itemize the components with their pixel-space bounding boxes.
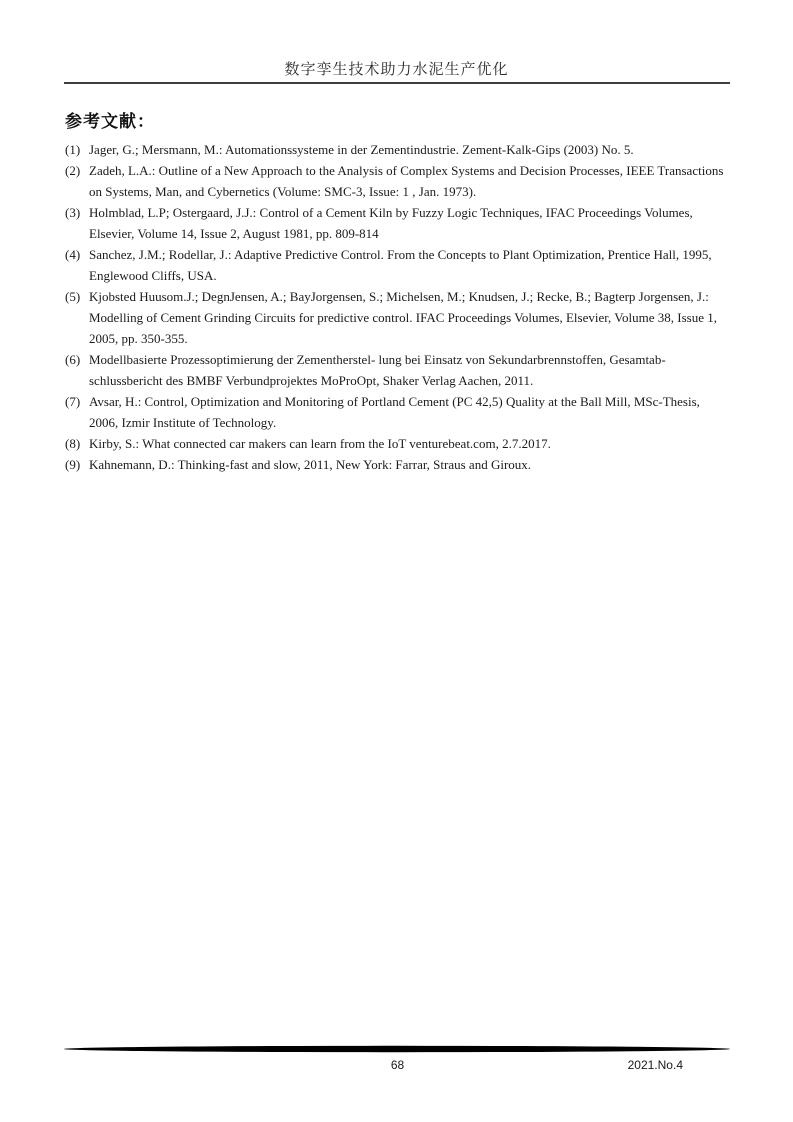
section-heading-references: 参考文献： xyxy=(65,112,155,131)
reference-item xyxy=(65,349,730,391)
reference-text: Holmblad, L.P; Ostergaard, J.J.: Control of a Cement Kiln by Fuzzy Logic Techniques, IFAC Proceedings Volumes, Elsevier, Volume 14, Issue 2, August 1981, pp. 809-814 xyxy=(89,205,693,241)
reference-number: (6) xyxy=(65,352,81,367)
reference-text: Kjobsted Huusom.J.; DegnJensen, A.; BayJorgensen, S.; Michelsen, M.; Knudsen, J.; Recke, B.; Bagterp Jorgensen, J.: Modelling of Cement Grinding Circuits for predictive control. IFAC Proceedings Volumes, Elsevier, Volume 38, Issue 1, 2005, pp. 350-355. xyxy=(89,289,717,346)
reference-number: (7) xyxy=(65,394,81,409)
reference-number: (2) xyxy=(65,163,81,178)
reference-text: Jager, G.; Mersmann, M.: Automationssysteme in der Zementindustrie. Zement-Kalk-Gips (2003) No. 5. xyxy=(89,142,634,157)
reference-text: Kahnemann, D.: Thinking-fast and slow, 2011, New York: Farrar, Straus and Giroux. xyxy=(89,457,532,472)
reference-text: Avsar, H.: Control, Optimization and Monitoring of Portland Cement (PC 42,5) Quality at the Ball Mill, MSc-Thesis, 2006, Izmir Institute of Technology. xyxy=(89,394,700,430)
references-section xyxy=(65,107,730,475)
reference-item xyxy=(65,433,730,454)
issue-label: 2021.No.4 xyxy=(627,1058,683,1072)
reference-list xyxy=(65,139,730,475)
reference-item xyxy=(65,286,730,349)
header-rule xyxy=(64,82,730,84)
footer-divider-lens xyxy=(64,1044,730,1054)
reference-number: (5) xyxy=(65,289,81,304)
reference-item xyxy=(65,139,730,160)
reference-item xyxy=(65,454,730,475)
running-header-title: 数字孪生技术助力水泥生产优化 xyxy=(284,62,509,78)
page-number: 68 xyxy=(390,1058,405,1072)
reference-item xyxy=(65,391,730,433)
reference-text: Sanchez, J.M.; Rodellar, J.: Adaptive Predictive Control. From the Concepts to Plant Optimization, Prentice Hall, 1995, Englewood Cliffs, USA. xyxy=(89,247,712,283)
reference-number: (8) xyxy=(65,436,81,451)
reference-number: (9) xyxy=(65,457,81,472)
reference-item xyxy=(65,202,730,244)
reference-number: (1) xyxy=(65,142,81,157)
reference-item xyxy=(65,244,730,286)
reference-text: Kirby, S.: What connected car makers can learn from the IoT venturebeat.com, 2.7.2017. xyxy=(89,436,551,451)
reference-item xyxy=(65,160,730,202)
reference-text: Zadeh, L.A.: Outline of a New Approach to the Analysis of Complex Systems and Decision Processes, IEEE Transactions on Systems, Man, and Cybernetics (Volume: SMC-3, Issue: 1 , Jan. 1973). xyxy=(89,163,724,199)
reference-text: Modellbasierte Prozessoptimierung der Zementherstel- lung bei Einsatz von Sekundarbrennstoffen, Gesamtab-schlussbericht des BMBF Verbundprojektes MoProOpt, Shaker Verlag Aachen, 2011. xyxy=(89,352,666,388)
reference-number: (4) xyxy=(65,247,81,262)
reference-number: (3) xyxy=(65,205,81,220)
